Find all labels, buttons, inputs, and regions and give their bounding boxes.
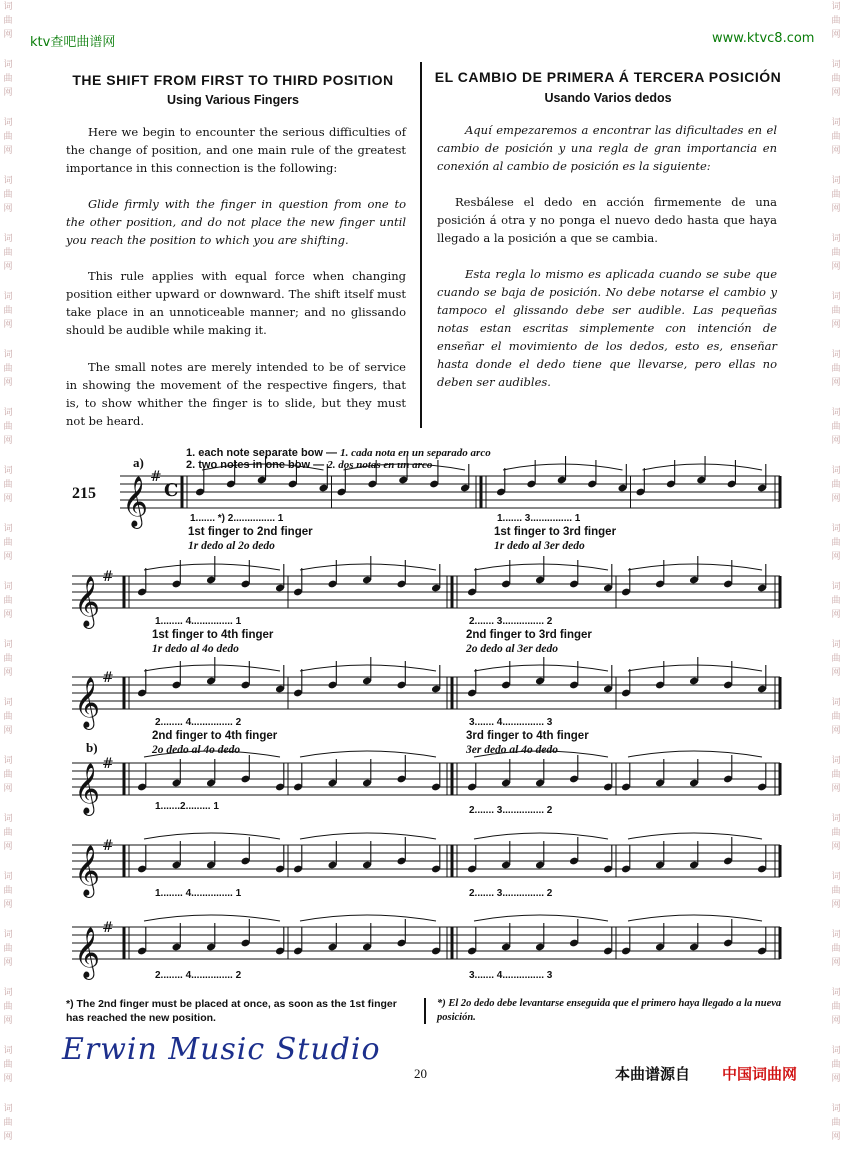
- watermark-top-right: www.ktvc8.com: [712, 31, 815, 46]
- margin-watermark-char: 曲: [3, 248, 13, 258]
- margin-watermark-char: 网: [831, 1074, 841, 1084]
- caption-english: 3rd finger to 4th finger: [466, 730, 589, 742]
- caption-english: 2nd finger to 4th finger: [152, 730, 278, 742]
- slur: [300, 915, 436, 921]
- section-a-label: a): [133, 455, 144, 470]
- margin-watermark-char: 网: [3, 436, 13, 446]
- margin-watermark-char: 词: [3, 60, 13, 70]
- slur: [300, 665, 436, 671]
- margin-watermark-char: 词: [3, 2, 13, 12]
- margin-watermark-char: 曲: [831, 16, 841, 26]
- margin-watermark-char: 词: [3, 930, 13, 940]
- margin-watermark-char: 词: [831, 1104, 841, 1114]
- margin-watermark-char: 曲: [831, 190, 841, 200]
- slur: [628, 564, 762, 570]
- slur: [300, 833, 436, 839]
- caption-english: 1st finger to 3rd finger: [494, 526, 617, 538]
- slur: [144, 915, 280, 921]
- english-subtitle: Using Various Fingers: [167, 93, 299, 107]
- fingering-row-2-left: 1........ 4............... 1: [155, 616, 242, 627]
- watermark-top-left: ktv查吧曲谱网: [30, 35, 116, 50]
- source-label: 本曲谱源自: [615, 1065, 691, 1083]
- bowing-2-spanish: 2. dos notas en un arco: [327, 459, 433, 471]
- treble-clef-icon: 𝄞: [74, 576, 101, 627]
- caption-row-2-left: [152, 628, 273, 656]
- margin-watermark-char: 曲: [3, 190, 13, 200]
- margin-watermark-char: 词: [831, 2, 841, 12]
- caption-english: 2nd finger to 3rd finger: [466, 629, 592, 641]
- margin-watermark-char: 词: [3, 1046, 13, 1056]
- margin-watermark-char: 词: [831, 814, 841, 824]
- exercise-number: 215: [72, 485, 96, 502]
- margin-watermark-char: 曲: [3, 422, 13, 432]
- margin-watermark-char: 词: [3, 988, 13, 998]
- margin-watermark-char: 曲: [831, 422, 841, 432]
- margin-watermark-char: 词: [3, 756, 13, 766]
- margin-watermark-char: 曲: [3, 944, 13, 954]
- margin-watermark-char: 曲: [831, 654, 841, 664]
- section-b-label: b): [86, 740, 98, 755]
- margin-watermark-char: 词: [3, 814, 13, 824]
- margin-watermark-char: 网: [3, 204, 13, 214]
- margin-watermark-char: 网: [3, 610, 13, 620]
- fingering-b-row-3-left: 2........ 4............... 2: [155, 970, 242, 981]
- treble-clef-icon: 𝄞: [74, 927, 101, 978]
- slur: [628, 915, 762, 921]
- slur: [474, 665, 608, 671]
- margin-watermark-char: 曲: [3, 132, 13, 142]
- slur: [144, 665, 280, 671]
- margin-watermark-char: 网: [3, 958, 13, 968]
- margin-watermark-char: 网: [831, 552, 841, 562]
- footnote-english: *) The 2nd finger must be placed at once, as soon as the 1st finger has reached the new position.: [66, 998, 397, 1024]
- caption-spanish: 1r dedo al 2o dedo: [188, 540, 275, 552]
- english-paragraph-3: This rule applies with equal force when changing position either upward or downward. The shift itself must take place in an unnoticeable manner; and no glissando should be audible while making it.: [66, 269, 406, 337]
- slur: [643, 464, 763, 470]
- english-paragraph-1: Here we begin to encounter the serious difficulties of the change of position, and one main rule of the greatest importance in this connection is the following:: [66, 125, 406, 175]
- margin-watermark-char: 网: [831, 842, 841, 852]
- margin-watermark-char: 网: [3, 88, 13, 98]
- margin-watermark-char: 网: [831, 958, 841, 968]
- margin-watermark-char: 曲: [3, 654, 13, 664]
- margin-watermark-char: 网: [3, 842, 13, 852]
- margin-watermark-char: 曲: [831, 306, 841, 316]
- fingering-row-3-right: 3....... 4............... 3: [469, 717, 553, 728]
- margin-watermark-char: 曲: [831, 1002, 841, 1012]
- slur: [144, 564, 280, 570]
- margin-watermark-char: 词: [831, 524, 841, 534]
- margin-watermark-char: 词: [3, 292, 13, 302]
- caption-row-1-left: [188, 525, 313, 553]
- margin-watermark-char: 网: [831, 436, 841, 446]
- sharp-icon: #: [102, 920, 114, 936]
- fingering-row-1-right: 1....... 3............... 1: [497, 513, 581, 524]
- margin-watermark-char: 曲: [3, 1060, 13, 1070]
- margin-watermark-char: 网: [831, 726, 841, 736]
- caption-spanish: 1r dedo al 4o dedo: [152, 643, 239, 655]
- margin-watermark-char: 曲: [3, 886, 13, 896]
- margin-watermark-char: 词: [831, 930, 841, 940]
- slur: [144, 833, 280, 839]
- margin-watermark-char: 网: [3, 1016, 13, 1026]
- margin-watermark-char: 网: [3, 900, 13, 910]
- fingering-b-row-1-right: 2....... 3............... 2: [469, 805, 553, 816]
- common-time-icon: C: [164, 480, 179, 501]
- margin-watermark-char: 曲: [3, 596, 13, 606]
- margin-watermark-char: 词: [831, 408, 841, 418]
- treble-clef-icon: 𝄞: [74, 845, 101, 896]
- bowing-1-english: 1. each note separate bow —: [186, 447, 337, 459]
- footnote-divider: [424, 998, 426, 1024]
- margin-watermark-char: 词: [3, 524, 13, 534]
- english-paragraph-4: The small notes are merely intended to be of service in showing the movement of the respective fingers, that is, to show whither the finger is to slide, but they must not be heard.: [66, 360, 406, 428]
- margin-watermark-char: 曲: [3, 74, 13, 84]
- treble-clef-icon: 𝄞: [74, 677, 101, 728]
- margin-watermark-char: 词: [831, 582, 841, 592]
- margin-watermark-char: 词: [3, 234, 13, 244]
- page-number: 20: [414, 1066, 427, 1081]
- margin-watermark-char: 网: [3, 1074, 13, 1084]
- margin-watermark-char: 曲: [3, 480, 13, 490]
- margin-watermark-char: 网: [3, 262, 13, 272]
- margin-watermark-char: 曲: [831, 712, 841, 722]
- slur: [628, 665, 762, 671]
- studio-watermark: Erwin Music Studio: [62, 1032, 381, 1067]
- slur: [474, 915, 608, 921]
- slur: [300, 564, 436, 570]
- treble-clef-icon: 𝄞: [122, 476, 149, 527]
- margin-watermark-char: 曲: [831, 74, 841, 84]
- slur: [474, 833, 608, 839]
- slur: [344, 464, 466, 470]
- margin-watermark-char: 词: [3, 872, 13, 882]
- sharp-icon: #: [102, 670, 114, 686]
- margin-watermark-char: 曲: [831, 596, 841, 606]
- spanish-title: EL CAMBIO DE PRIMERA Á TERCERA POSICIÓN: [434, 69, 782, 85]
- margin-watermark-char: 词: [3, 466, 13, 476]
- margin-watermark-char: 网: [831, 784, 841, 794]
- sharp-icon: #: [102, 569, 114, 585]
- source-site: 中国词曲网: [722, 1065, 798, 1083]
- fingering-b-row-2-right: 2....... 3............... 2: [469, 888, 553, 899]
- caption-spanish: 2o dedo al 3er dedo: [466, 643, 558, 655]
- slur: [202, 464, 324, 470]
- margin-watermark-char: 词: [3, 640, 13, 650]
- fingering-b-row-3-right: 3....... 4............... 3: [469, 970, 553, 981]
- english-title: THE SHIFT FROM FIRST TO THIRD POSITION: [72, 72, 394, 88]
- margin-watermark-char: 网: [3, 378, 13, 388]
- margin-watermark-char: 曲: [831, 248, 841, 258]
- margin-watermark-char: 网: [831, 204, 841, 214]
- fingering-row-1-left: 1....... *) 2............... 1: [190, 513, 284, 524]
- margin-watermark-char: 曲: [831, 1118, 841, 1128]
- margin-watermark-char: 曲: [3, 1002, 13, 1012]
- margin-watermark-char: 词: [831, 756, 841, 766]
- sharp-icon: #: [102, 838, 114, 854]
- caption-spanish: 2o dedo al 4o dedo: [152, 744, 241, 756]
- slur: [628, 833, 762, 839]
- margin-watermark-char: 曲: [831, 944, 841, 954]
- slur: [503, 464, 623, 470]
- margin-watermark-char: 网: [3, 30, 13, 40]
- caption-row-2-right: [466, 628, 592, 656]
- margin-watermark-char: 词: [831, 640, 841, 650]
- margin-watermark-char: 曲: [3, 538, 13, 548]
- fingering-row-2-right: 2....... 3............... 2: [469, 616, 553, 627]
- margin-watermark-char: 词: [3, 408, 13, 418]
- caption-row-3-right: [466, 729, 589, 757]
- margin-watermark-char: 词: [831, 118, 841, 128]
- margin-watermark-char: 词: [831, 872, 841, 882]
- margin-watermark-char: 网: [831, 320, 841, 330]
- margin-watermark-char: 曲: [831, 828, 841, 838]
- fingering-b-row-2-left: 1........ 4............... 1: [155, 888, 242, 899]
- margin-watermark-char: 网: [3, 320, 13, 330]
- margin-watermark-char: 曲: [831, 538, 841, 548]
- spanish-paragraph-2: Resbálese el dedo en acción firmemente de una posición á otra y no ponga el nuevo dedo hasta que haya llegado a la posición a que se cambia.: [437, 195, 777, 245]
- bowing-1-spanish: 1. cada nota en un separado arco: [340, 447, 491, 459]
- margin-watermark-char: 曲: [3, 828, 13, 838]
- margin-watermark-char: 词: [831, 292, 841, 302]
- margin-watermark-char: 网: [831, 900, 841, 910]
- margin-watermark-char: 曲: [3, 770, 13, 780]
- spanish-paragraph-3: Esta regla lo mismo es aplicada cuando se sube que cuando se baja de posición. No debe notarse el cambio y tampoco el glissando debe ser audible. Las pequeñas notas estan escritas simplemente con intención de enseñar el movimiento de los dedos, esto es, enseñar hasta donde el dedo tiene que llevarse, pero ellas no deben ser audibles.: [437, 267, 777, 389]
- margin-watermark-char: 曲: [831, 1060, 841, 1070]
- margin-watermark-char: 词: [3, 582, 13, 592]
- margin-watermark-char: 网: [831, 88, 841, 98]
- english-paragraph-2: Glide firmly with the finger in question from one to the other position, and do not place the new finger until you reach the position to which you are shifting.: [66, 197, 406, 247]
- margin-watermark-char: 词: [831, 60, 841, 70]
- slur: [474, 564, 608, 570]
- margin-watermark-char: 网: [3, 494, 13, 504]
- slur: [628, 751, 762, 757]
- caption-spanish: 3er dedo al 4o dedo: [466, 744, 558, 756]
- margin-watermark-char: 词: [831, 988, 841, 998]
- margin-watermark-char: 词: [3, 698, 13, 708]
- margin-watermark-char: 曲: [831, 886, 841, 896]
- caption-row-3-left: [152, 729, 277, 757]
- footnote-spanish: *) El 2o dedo debe levantarse enseguida que el primero haya llegado a la nueva posición.: [437, 998, 782, 1023]
- treble-clef-icon: 𝄞: [74, 763, 101, 814]
- margin-watermark-char: 词: [3, 176, 13, 186]
- spanish-subtitle: Usando Varios dedos: [544, 91, 672, 105]
- margin-watermark-char: 网: [3, 726, 13, 736]
- fingering-b-row-1-left: 1.......2......... 1: [155, 801, 219, 812]
- caption-row-1-right: [494, 525, 616, 553]
- margin-watermark-char: 网: [831, 668, 841, 678]
- margin-watermark-char: 曲: [831, 770, 841, 780]
- margin-watermark-char: 网: [831, 262, 841, 272]
- margin-watermark-char: 词: [3, 118, 13, 128]
- spanish-paragraph-1: Aquí empezaremos a encontrar las dificultades en el cambio de posición y una regla de gran importancia en conexión al cambio de posición es la siguiente:: [437, 123, 777, 173]
- margin-watermark-char: 网: [831, 378, 841, 388]
- bowing-2-english: 2. two notes in one bow —: [186, 459, 325, 471]
- margin-watermark-char: 曲: [3, 306, 13, 316]
- margin-watermark-char: 曲: [3, 16, 13, 26]
- margin-watermark-char: 词: [3, 350, 13, 360]
- margin-watermark-char: 网: [3, 146, 13, 156]
- margin-watermark-char: 词: [831, 1046, 841, 1056]
- margin-watermark-char: 网: [831, 610, 841, 620]
- margin-watermark-char: 曲: [831, 480, 841, 490]
- margin-watermark-char: 词: [831, 350, 841, 360]
- slur: [300, 751, 436, 757]
- margin-watermark-char: 网: [831, 146, 841, 156]
- margin-watermark-char: 网: [831, 30, 841, 40]
- margin-watermark-char: 网: [3, 784, 13, 794]
- sharp-icon: #: [150, 469, 162, 485]
- margin-watermark-char: 词: [831, 176, 841, 186]
- caption-english: 1st finger to 4th finger: [152, 629, 274, 641]
- margin-watermark-char: 网: [3, 1132, 13, 1142]
- caption-spanish: 1r dedo al 3er dedo: [494, 540, 585, 552]
- fingering-row-3-left: 2........ 4............... 2: [155, 717, 242, 728]
- margin-watermark-char: 词: [3, 1104, 13, 1114]
- margin-watermark-char: 网: [3, 668, 13, 678]
- caption-english: 1st finger to 2nd finger: [188, 526, 313, 538]
- sharp-icon: #: [102, 756, 114, 772]
- margin-watermark-char: 网: [831, 494, 841, 504]
- margin-watermark-char: 曲: [3, 364, 13, 374]
- margin-watermark-char: 词: [831, 234, 841, 244]
- margin-watermark-char: 网: [3, 552, 13, 562]
- margin-watermark-char: 曲: [831, 364, 841, 374]
- margin-watermark-char: 曲: [3, 1118, 13, 1128]
- margin-watermark-char: 曲: [831, 132, 841, 142]
- margin-watermark-char: 词: [831, 466, 841, 476]
- margin-watermark-char: 曲: [3, 712, 13, 722]
- margin-watermark-char: 网: [831, 1132, 841, 1142]
- margin-watermark-char: 网: [831, 1016, 841, 1026]
- margin-watermark-char: 词: [831, 698, 841, 708]
